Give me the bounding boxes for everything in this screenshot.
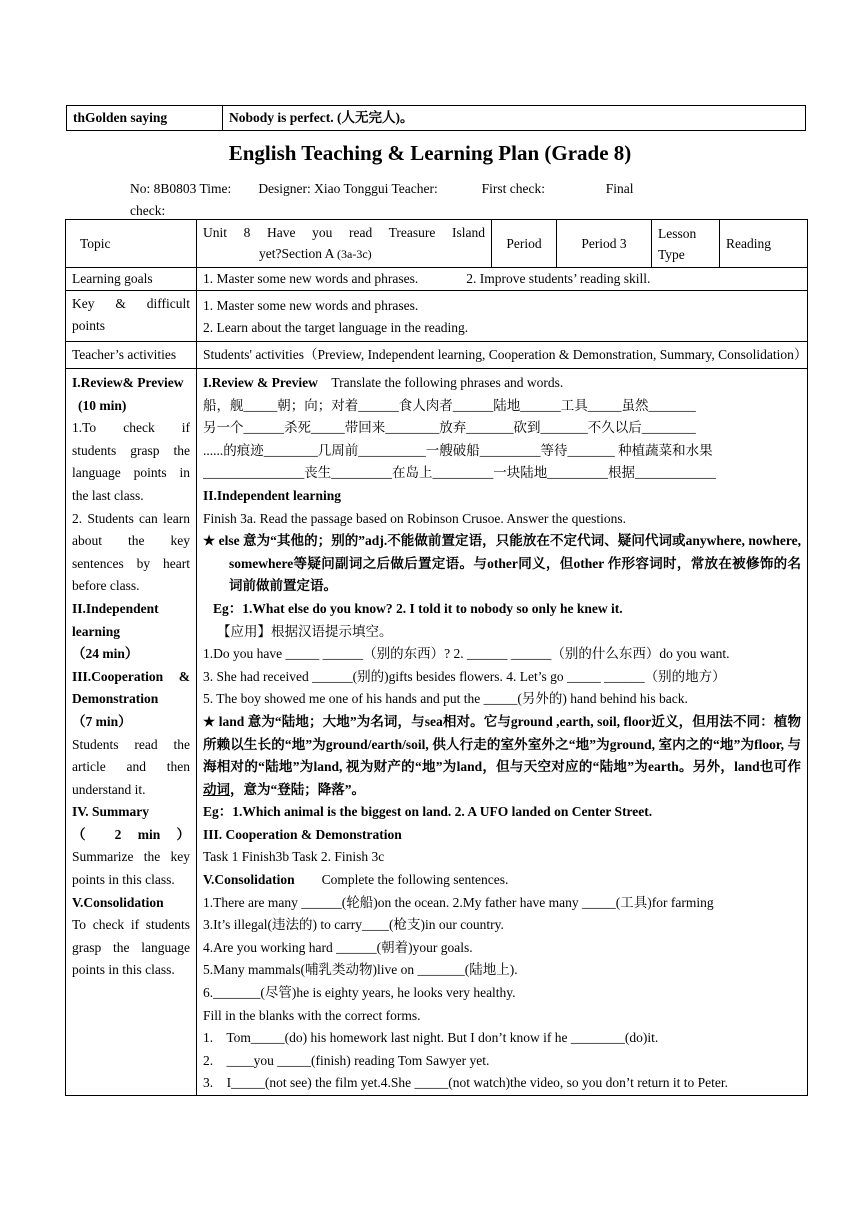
meta-teacher: Teacher: xyxy=(391,181,438,196)
land-note xyxy=(203,711,801,801)
fill-line-2: 2. ____you _____(finish) reading Tom Sawyer yet. xyxy=(203,1052,490,1068)
period-label: Period xyxy=(492,220,557,268)
fill-line-1: 1. Tom_____(do) his homework last night. But I don’t know if he ________(do)it. xyxy=(203,1030,659,1046)
left-s3-text: Students read the article and then understand it. xyxy=(72,736,190,797)
teachers-activities-value: Students' activities（Preview, Independent learning, Cooperation & Demonstration, Summary, Consolidation） xyxy=(197,342,808,369)
left-s2-time: （24 min） xyxy=(72,646,139,662)
independent-title: II.Independent learning xyxy=(203,487,342,503)
golden-saying-table xyxy=(66,105,806,131)
independent-text: Finish 3a. Read the passage based on Robinson Crusoe. Answer the questions. xyxy=(203,510,626,526)
land-note-verb: 动词 xyxy=(203,781,230,797)
learning-goals-value xyxy=(197,268,808,291)
goal-1: 1. Master some new words and phrases. xyxy=(203,271,419,286)
land-note-end: ，意为“登陆；降落”。 xyxy=(230,781,365,797)
period-value: Period 3 xyxy=(557,220,652,268)
key-point-1: 1. Master some new words and phrases. xyxy=(203,298,419,313)
cooperation-title: III. Cooperation & Demonstration xyxy=(203,826,402,842)
left-s3-time: （7 min） xyxy=(72,713,132,729)
else-note: ★ else 意为“其他的；别的”adj.不能做前置定语，只能放在不定代词、疑问代词或anywhere, nowhere, somewhere等疑问副词之后做后置定语。与other同义，但other 作形容词时，常放在被修饰的名词前做前置定语。 xyxy=(203,533,801,594)
lesson-type-label: Lesson Type xyxy=(652,220,720,268)
learning-goals-label: Learning goals xyxy=(66,268,197,291)
teachers-activities-label: Teacher’s activities xyxy=(66,342,197,369)
meta-designer: Designer: Xiao Tonggui xyxy=(258,181,389,196)
key-point-2: 2. Learn about the target language in the reading. xyxy=(203,320,469,335)
topic-line2: yet?Section A xyxy=(259,246,334,261)
topic-line1: Unit 8 Have you read Treasure Island xyxy=(203,225,485,240)
meta-time: Time: xyxy=(199,181,232,196)
fill-line-3: 3. I_____(not see) the film yet.4.She _____(not watch)the video, so you don’t return it to Peter. xyxy=(203,1075,729,1091)
learning-goals-row xyxy=(66,268,808,291)
consolidation-line-3: 4.Are you working hard ______(朝着)your goals. xyxy=(203,939,473,955)
meta-no: No: 8B0803 xyxy=(130,181,197,196)
left-s1-text2: 2. Students can learn about the key sentences by heart before class. xyxy=(72,510,190,594)
topic-value xyxy=(197,220,492,268)
consolidation-title: V.Consolidation xyxy=(203,872,295,888)
left-s4-time: （ 2 min ） xyxy=(72,826,190,842)
consolidation-instruction: Complete the following sentences. xyxy=(321,872,509,888)
content-row xyxy=(66,369,808,1096)
apply-line-2: 3. She had received ______(别的)gifts besides flowers. 4. Let’s go _____ ______（别的地方） xyxy=(203,668,726,684)
land-example: Eg：1.Which animal is the biggest on land. 2. A UFO landed on Center Street. xyxy=(203,804,653,820)
key-points-label: Key & difficult points xyxy=(66,291,197,342)
plan-table xyxy=(65,219,808,1096)
left-s4-text: Summarize the key points in this class. xyxy=(72,849,190,888)
review-instruction: Translate the following phrases and words. xyxy=(331,375,564,390)
right-column xyxy=(197,369,808,1096)
review-line-4: _______________丧生_________在岛上_________一块陆地_________根据____________ xyxy=(203,465,716,481)
key-points-value xyxy=(197,291,808,342)
meta-first-check: First check: xyxy=(481,181,546,196)
consolidation-line-2: 3.It’s illegal(违法的) to carry____(枪支)in our country. xyxy=(203,917,504,933)
review-line-3: ......的痕迹________几周前__________一艘破船_________等待_______ 种植蔬菜和水果 xyxy=(203,442,713,458)
left-s5-text: To check if students grasp the language points in this class. xyxy=(72,917,190,978)
review-line-1: 船，舰_____朝；向；对着______食人肉者______陆地______工具_____虽然_______ xyxy=(203,397,696,413)
left-s1-title: I.Review& Preview xyxy=(72,375,184,390)
apply-line-3: 5. The boy showed me one of his hands and put the _____(另外的) hand behind his back. xyxy=(203,691,688,707)
consolidation-line-4: 5.Many mammals(哺乳类动物)live on _______(陆地上). xyxy=(203,962,518,978)
left-s2-title: II.Independent learning xyxy=(72,600,159,639)
topic-sub: (3a-3c) xyxy=(337,247,372,261)
goal-2: 2. Improve students’ reading skill. xyxy=(466,271,651,286)
plan-meta xyxy=(130,178,730,222)
review-title: I.Review & Preview xyxy=(203,375,318,390)
header-row xyxy=(66,220,808,268)
fill-title: Fill in the blanks with the correct forms. xyxy=(203,1007,421,1023)
land-note-text: ★ land 意为“陆地；大地”为名词，与sea相对。它与ground ,earth, soil, floor近义，但用法不同：植物所赖以生长的“地”为ground/earth/soil, 供人行走的室外室外之“地”为ground, 室内之的“地”为floor, 与海相对的“陆地”为land, 视为财产的“地”为land，但与天空对应的“陆地”为earth。另外，land也可作 xyxy=(203,713,801,775)
else-example: Eg：1.What else do you know? 2. I told it to nobody so only he knew it. xyxy=(213,600,623,616)
consolidation-line-1: 1.There are many ______(轮船)on the ocean. 2.My father have many _____(工具)for farming xyxy=(203,894,714,910)
apply-line-1: 1.Do you have _____ ______（别的东西）? 2. ______ ______（别的什么东西）do you want. xyxy=(203,646,730,662)
left-s1-text: 1.To check if students grasp the language points in the last class. xyxy=(72,420,190,503)
key-points-row xyxy=(66,291,808,342)
topic-label: Topic xyxy=(66,220,197,268)
golden-saying-label: thGolden saying xyxy=(67,106,223,131)
cooperation-text: Task 1 Finish3b Task 2. Finish 3c xyxy=(203,849,385,865)
left-s4-title: IV. Summary xyxy=(72,804,150,820)
review-line-2: 另一个______杀死_____带回来________放弃_______砍到_______不久以后________ xyxy=(203,420,696,436)
consolidation-line-5: 6._______(尽管)he is eighty years, he looks very healthy. xyxy=(203,985,516,1001)
left-s3-title: III.Cooperation & Demonstration xyxy=(72,668,190,707)
meta-check: check: xyxy=(130,203,166,218)
teachers-activities-row xyxy=(66,342,808,369)
left-s1-time: (10 min) xyxy=(78,397,127,413)
left-column xyxy=(66,369,197,1096)
page-title: English Teaching & Learning Plan (Grade 8) xyxy=(228,141,632,165)
left-s5-title: V.Consolidation xyxy=(72,894,164,910)
golden-saying-text: Nobody is perfect. (人无完人)。 xyxy=(223,106,806,131)
meta-final: Final xyxy=(605,181,634,196)
lesson-type-value: Reading xyxy=(720,220,808,268)
apply-instruction: 【应用】根据汉语提示填空。 xyxy=(217,623,393,639)
